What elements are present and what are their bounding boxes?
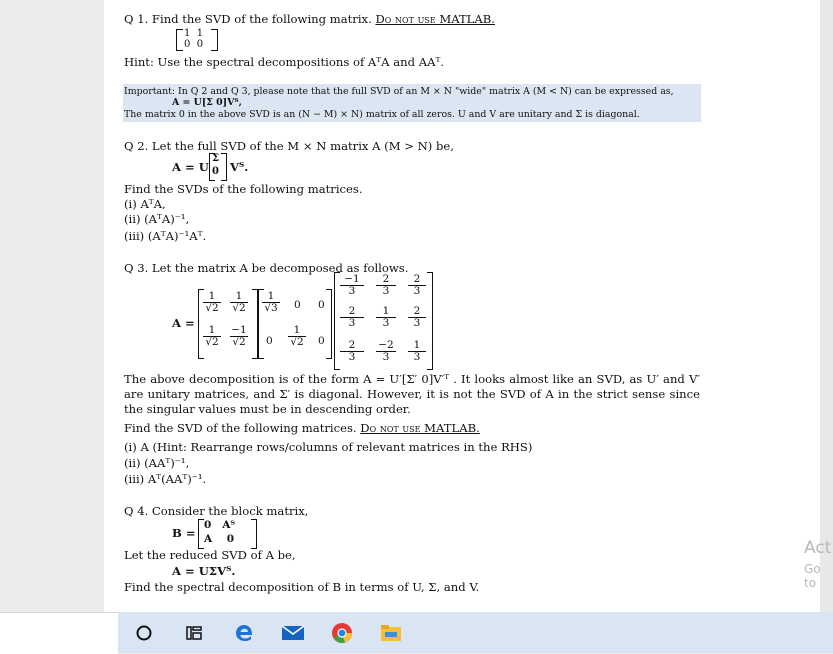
- q1-title: Q 1. Find the SVD of the following matrix. Do not use MATLAB.: [124, 12, 495, 26]
- q3-item-1: (i) A (Hint: Rearrange rows/columns of relevant matrices in the RHS): [124, 440, 533, 454]
- q2-eq-right: Vᵀ.: [230, 160, 249, 174]
- q3-a-eq: A =: [172, 316, 195, 330]
- q3-title: Q 3. Let the matrix A be decomposed as follows.: [124, 261, 409, 275]
- q2-eq-left: A = U: [172, 160, 209, 174]
- q3-s-entry-11: $\frac{1}{√3}$: [262, 291, 280, 314]
- q3-find: Find the SVD of the following matrices. Do not use MATLAB.: [124, 421, 480, 435]
- q3-item-3: (iii) Aᵀ(AAᵀ)⁻¹.: [124, 472, 207, 486]
- q3-s-entry-12: 0: [294, 299, 301, 311]
- q3-v-entry-12: $\frac{2}{3}$: [376, 274, 396, 297]
- q3-v-right-bracket: [427, 272, 433, 370]
- cortana-icon[interactable]: [131, 620, 157, 646]
- q3-paragraph: The above decomposition is of the form A = U′[Σ′ 0]V′ᵀ . It looks almost like an SVD, as U′ and V′ are unitary matrices, and Σ′ is diagonal. However, it is not the SVD of A in the strict sense since the singular values must be in descending order.: [124, 372, 700, 416]
- edge-icon[interactable]: [231, 620, 257, 646]
- q1-no-matlab: Do not use MATLAB.: [375, 12, 495, 26]
- q3-v-entry-32: $\frac{-2}{3}$: [376, 340, 396, 363]
- q3-s-entry-21: 0: [266, 335, 273, 347]
- q2-find: Find the SVDs of the following matrices.: [124, 182, 363, 196]
- q4-title: Q 4. Consider the block matrix,: [124, 504, 309, 518]
- q3-s-entry-13: 0: [318, 299, 325, 311]
- q2-eq-sigma: Σ: [212, 153, 220, 164]
- important-line-2: A = U[Σ 0]Vᵀ,: [172, 97, 242, 108]
- q3-u-entry-12: $\frac{1}{√2}$: [230, 291, 248, 314]
- scrollbar[interactable]: [820, 0, 833, 612]
- q4-eq: A = UΣVᵀ.: [172, 564, 236, 578]
- activation-watermark-subtitle: Go to: [804, 562, 821, 590]
- q2-item-1: (i) AᵀA,: [124, 197, 166, 211]
- q3-s-entry-23: 0: [318, 335, 325, 347]
- q1-hint: Hint: Use the spectral decompositions of AᵀA and AAᵀ.: [124, 55, 445, 69]
- q3-v-entry-13: $\frac{2}{3}$: [408, 274, 426, 297]
- mail-icon[interactable]: [280, 620, 306, 646]
- chrome-icon[interactable]: [329, 620, 355, 646]
- q2-title: Q 2. Let the full SVD of the M × N matrix A (M > N) be,: [124, 139, 454, 153]
- q4-right-bracket: [251, 519, 257, 549]
- q2-item-3: (iii) (AᵀA)⁻¹Aᵀ.: [124, 229, 207, 243]
- q4-b-row-1: 0 Aᵀ: [204, 519, 236, 531]
- q4-reduced: Let the reduced SVD of A be,: [124, 548, 296, 562]
- q3-s-entry-22: $\frac{1}{√2}$: [288, 325, 306, 348]
- task-view-icon[interactable]: [181, 620, 207, 646]
- q4-find: Find the spectral decomposition of B in terms of U, Σ, and V.: [124, 580, 480, 594]
- q1-matrix-left-bracket: [176, 29, 183, 51]
- q3-v-entry-33: $\frac{1}{3}$: [408, 340, 426, 363]
- q2-eq-zero: 0: [212, 166, 219, 177]
- q3-v-entry-11: $\frac{-1}{3}$: [340, 274, 364, 297]
- q2-right-bracket: [221, 153, 227, 181]
- q4-b-eq: B =: [172, 526, 196, 540]
- file-explorer-icon[interactable]: [378, 620, 404, 646]
- q3-u-entry-22: $\frac{-1}{√2}$: [231, 324, 247, 348]
- taskbar: [0, 612, 833, 653]
- taskbar-search-box[interactable]: [0, 612, 118, 654]
- important-line-1: Important: In Q 2 and Q 3, please note that the full SVD of an M × N "wide" matrix A (M < N) can be expressed as,: [124, 86, 674, 97]
- q3-v-entry-31: $\frac{2}{3}$: [340, 340, 364, 363]
- important-line-3: The matrix 0 in the above SVD is an (N − M) × N) matrix of all zeros. U and V are unitary and Σ is diagonal.: [124, 109, 640, 120]
- q1-matrix-row-1: 1 1: [184, 28, 204, 39]
- q3-u-entry-11: $\frac{1}{√2}$: [203, 291, 221, 314]
- q1-matrix-row-2: 0 0: [184, 39, 204, 50]
- q1-matrix-right-bracket: [211, 29, 218, 51]
- q3-item-2: (ii) (AAᵀ)⁻¹,: [124, 456, 190, 470]
- q3-v-entry-22: $\frac{1}{3}$: [376, 306, 396, 329]
- q2-item-2: (ii) (AᵀA)⁻¹,: [124, 212, 190, 226]
- q3-no-matlab: Do not use MATLAB.: [360, 421, 480, 435]
- q4-b-row-2: A 0: [204, 533, 235, 545]
- activation-watermark-title: Act: [804, 538, 832, 558]
- q3-v-entry-23: $\frac{2}{3}$: [408, 306, 426, 329]
- q3-u-entry-21: $\frac{1}{√2}$: [203, 325, 221, 348]
- q3-s-right-bracket: [326, 289, 332, 359]
- q3-v-entry-21: $\frac{2}{3}$: [340, 306, 364, 329]
